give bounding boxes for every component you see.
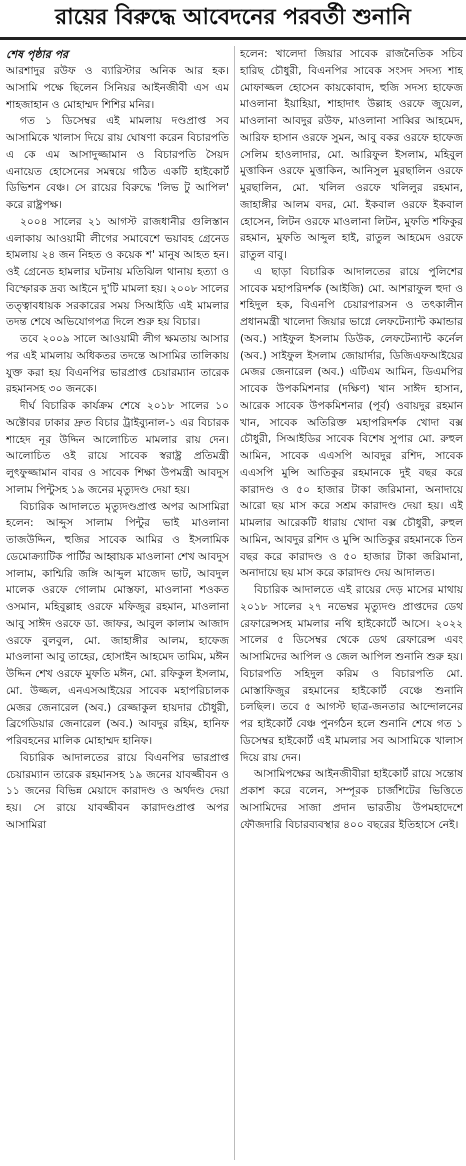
article-paragraph: বিচারিক আদালতে এই রায়ের দেড় মাসের মাথায় ২০১৮ সালের ২৭ নভেম্বর মৃত্যুদণ্ড প্রাপ্তদের ডেথ রেফারেন্সসহ মামলার নথি হাইকোর্টে আসে। ২০২২ সালের ৫ ডিসেম্বর থেকে ডেথ রেফারেন্স এবং আসামিদের আপিল ও জেল আপিল শুনানি শুরু হয়। বিচারপতি সহিদুল করিম ও বিচারপতি মো. মোস্তাফিজুর রহমানের হাইকোর্ট বেঞ্চে শুনানি চলছিল। তবে ৫ আগস্ট ছাত্র-জনতার আন্দোলনের পর হাইকোর্ট বেঞ্চ পুনর্গঠন হলে শুনানি শেষে গত ১ ডিসেম্বর হাইকোর্ট এই মামলার সব আসামিকে খালাস দিয়ে রায় দেন। — [240, 584, 463, 764]
headline: রায়ের বিরুদ্ধে আবেদনের পরবর্তী শুনানি — [0, 0, 466, 40]
article-paragraph: বিচারিক আদালতে মৃত্যুদণ্ডপ্রাপ্ত অপর আসামিরা হলেন: আব্দুস সালাম পিন্টুর ভাই মাওলানা তাজউদ্দিন, হুজির সাবেক আমির ও ইসলামিক ডেমোক্র্যাটিক পার্টির আহ্বায়ক মাওলানা শেখ আবদুস সালাম, কাশ্মিরি জঙ্গি আব্দুল মাজেদ ভাট, আবদুল মালেক ওরফে গোলাম মোস্তফা, মাওলানা শওকত ওসমান, মহিবুল্লাহ ওরফে মফিজুর রহমান, মাওলানা আবু সাঈদ ওরফে ডা. জাফর, আবুল কালাম আজাদ ওরফে বুলবুল, মো. জাহাঙ্গীর আলম, হাফেজ মাওলানা আবু তাহের, হোসাইন আহমেদ তামিম, মঈন উদ্দিন শেখ ওরফে মুফতি মঈন, মো. রফিকুল ইসলাম, মো. উজ্জল, এনএসআইয়ের সাবেক মহাপরিচালক মেজর জেনারেল (অব.) রেজ্জাকুল হায়দার চৌধুরী, ব্রিগেডিয়ার জেনারেল (অব.) আবদুর রহিম, হানিফ পরিবহনের মালিক মোহাম্মদ হানিফ। — [6, 500, 229, 747]
article-paragraph: গত ১ ডিসেম্বর এই মামলায় দণ্ডপ্রাপ্ত সব আসামিকে খালাস দিয়ে রায় ঘোষণা করেন বিচারপতি এ কে এম আসাদুজ্জামান ও বিচারপতি সৈয়দ এনায়েত হোসেনের সমন্বয়ে গঠিত একটি হাইকোর্ট ডিভিশন বেঞ্চ। সে রায়ের বিরুদ্ধে 'লিভ টু আপিল' করে রাষ্ট্রপক্ষ। — [6, 115, 229, 211]
article-paragraph: হলেন: খালেদা জিয়ার সাবেক রাজনৈতিক সচিব হারিছ চৌধুরী, বিএনপির সাবেক সংসদ সদস্য শাহ মোফাজ্জল হোসেন কায়কোবাদ, হুজি সদস্য হাফেজ মাওলানা ইয়াহিয়া, শাহাদাৎ উল্লাহ ওরফে জুয়েল, মাওলানা আবদুর রউফ, মাওলানা সাব্বির আহমেদ, আরিফ হাসান ওরফে সুমন, আবু বকর ওরফে হাফেজ সেলিম হাওলাদার, মো. আরিফুল ইসলাম, মহিবুল মুত্তাকিন ওরফে মুত্তাকিন, আনিসুল মুরছালিন ওরফে মুরছালিন, মো. খলিল ওরফে খলিলুর রহমান, জাহাঙ্গীর আলম বদর, মো. ইকবাল ওরফে ইকবাল হোসেন, লিটন ওরফে মাওলানা লিটন, মুফতি শফিকুর রহমান, মুফতি আব্দুল হাই, রাতুল আহমেদ ওরফে রাতুল বাবু। — [240, 48, 463, 261]
article-left-column — [6, 46, 229, 1160]
article-paragraph: বিচারিক আদালতের রায়ে বিএনপির ভারপ্রাপ্ত চেয়ারম্যান তারেক রহমানসহ ১৯ জনের যাবজ্জীবন ও ১১ জনের বিভিন্ন মেয়াদে কারাদণ্ড ও অর্থদণ্ড দেয়া হয়। সে রায়ে যাবজ্জীবন কারাদণ্ডপ্রাপ্ত অপর আসামিরা — [6, 751, 229, 831]
article-paragraph: তবে ২০০৯ সালে আওয়ামী লীগ ক্ষমতায় আসার পর এই মামলায় অধিকতর তদন্তে আসামির তালিকায় যুক্ত করা হয় বিএনপির ভারপ্রাপ্ত চেয়ারম্যান তারেক রহমানসহ ৩০ জনকে। — [6, 333, 229, 396]
article-paragraph: এ ছাড়া বিচারিক আদালতের রায়ে পুলিশের সাবেক মহাপরিদর্শক (আইজি) মো. আশরাফুল হুদা ও শহিদুল হক, বিএনপি চেয়ারপারসন ও তৎকালীন প্রধানমন্ত্রী খালেদা জিয়ার ভাগ্নে লেফটেন্যান্ট কমান্ডার (অব.) সাইফুল ইসলাম ডিউক, লেফটেন্যান্ট কর্নেল (অব.) সাইফুল ইসলাম জোয়ার্দার, ডিজিএফআইয়ের মেজর জেনারেল (অব.) এটিএম আমিন, ডিএমপির সাবেক উপকমিশনার (দক্ষিণ) খান সাঈদ হাসান, আরেক সাবেক উপকমিশনার (পূর্ব) ওবায়দুর রহমান খান, সাবেক অতিরিক্ত মহাপরিদর্শক খোদা বক্স চৌধুরী, সিআইডির সাবেক বিশেষ সুপার মো. রুহুল আমিন, সাবেক এএসপি আবদুর রশিদ, সাবেক এএসপি মুন্সি আতিকুর রহমানকে দুই বছর করে কারাদণ্ড ও ৫০ হাজার টাকা জরিমানা, অনাদায়ে আরো ছয় মাস করে সশ্রম কারাদণ্ড দেয়া হয়। এই মামলার আরেকটি ধারায় খোদা বক্স চৌধুরী, রুহুল আমিন, আবদুর রশিদ ও মুন্সি আতিকুর রহমানকে তিন বছর করে কারাদণ্ড ও ৫০ হাজার টাকা জরিমানা, অনাদায়ে ছয় মাস করে কারাদণ্ড দেয় আদালত। — [240, 265, 463, 580]
article-paragraph: আসামিপক্ষের আইনজীবীরা হাইকোর্ট রায়ে সন্তোষ প্রকাশ করে বলেন, সম্পূরক চার্জশিটের ভিত্তিতে আসামিদের সাজা প্রদান ভারতীয় উপমহাদেশে ফৌজদারি বিচারব্যবস্থার ৪০০ বছরের ইতিহাসে নেই। — [240, 768, 463, 831]
article-paragraph: আরশাদুর রউফ ও ব্যারিস্টার অনিক আর হক। আসামি পক্ষে ছিলেন সিনিয়র আইনজীবী এস এম শাহজাহান ও মোহাম্মদ শিশির মনির। — [6, 65, 229, 111]
article-paragraph: ২০০৪ সালের ২১ আগস্ট রাজধানীর গুলিস্তান এলাকায় আওয়ামী লীগের সমাবেশে ভয়াবহ গ্রেনেড হামলায় ২৪ জন নিহত ও কয়েক শ' মানুষ আহত হন। ওই গ্রেনেড হামলার ঘটনায় মতিঝিল থানায় হত্যা ও বিস্ফোরক দ্রব্য আইনে দু'টি মামলা হয়। ২০০৮ সালের তত্ত্বাবধায়ক সরকারের সময় সিআইডি এই মামলার তদন্ত শেষে অভিযোগপত্র দিলে শুরু হয় বিচার। — [6, 215, 229, 329]
article-paragraph: দীর্ঘ বিচারিক কার্যক্রম শেষে ২০১৮ সালের ১০ অক্টোবর ঢাকার দ্রুত বিচার ট্রাইব্যুনাল-১ এর বিচারক শাহেদ নূর উদ্দিন আলোচিত মামলার রায় দেন। আলোচিত ওই রায়ে সাবেক স্বরাষ্ট্র প্রতিমন্ত্রী লুৎফুজ্জামান বাবর ও সাবেক শিক্ষা উপমন্ত্রী আবদুস সালাম পিন্টুসহ ১৯ জনের মৃত্যুদণ্ড দেয়া হয়। — [6, 400, 229, 496]
continuation-kicker: শেষ পৃষ্ঠার পর — [6, 48, 69, 61]
column-divider — [234, 46, 235, 1160]
article-right-column — [240, 46, 463, 1160]
